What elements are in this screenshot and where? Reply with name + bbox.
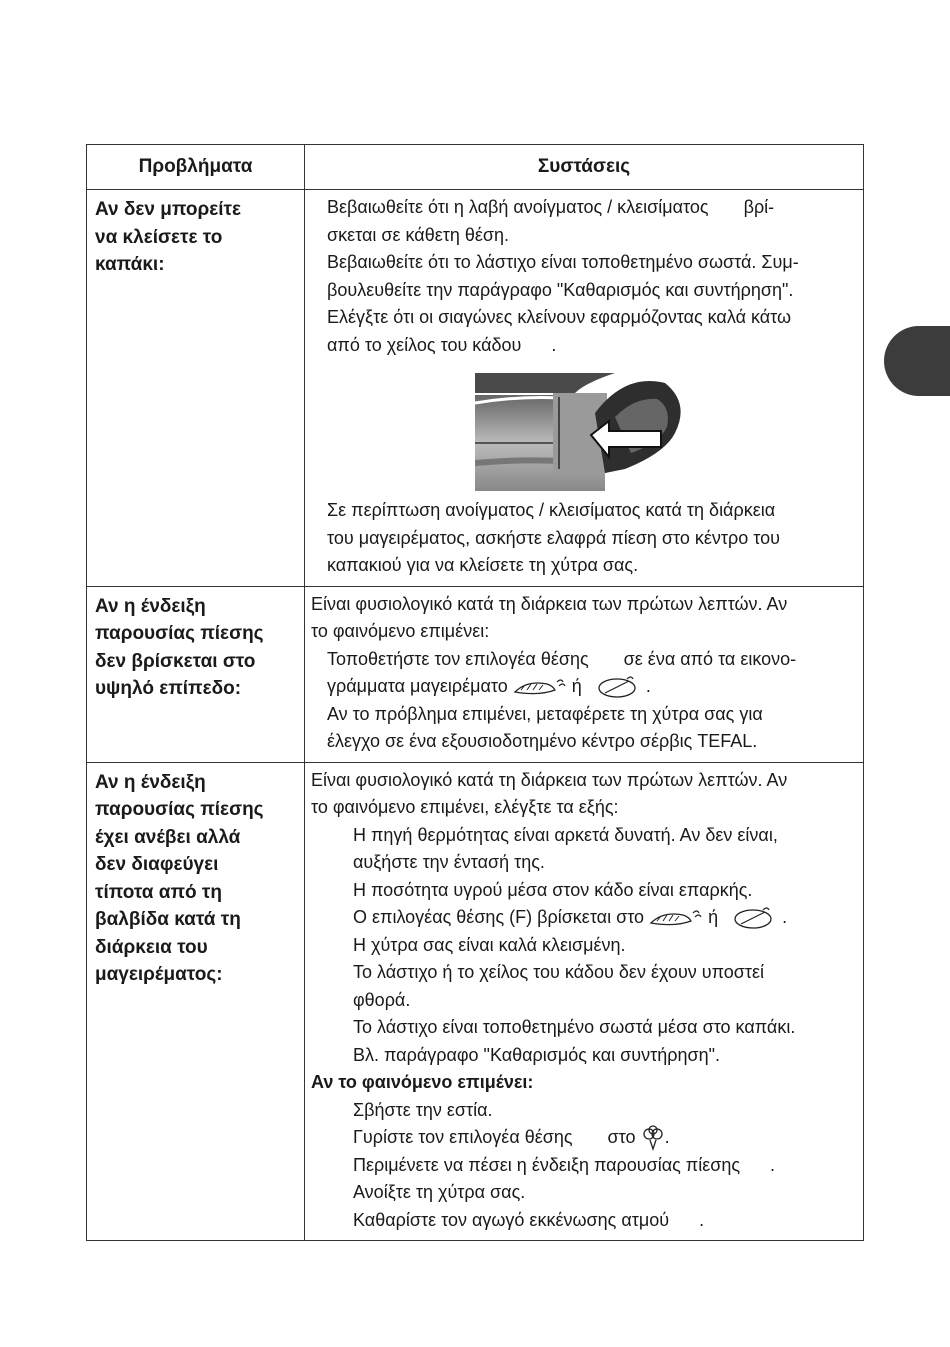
steam-release-icon: [641, 1125, 665, 1151]
text-fragment: ή: [571, 676, 582, 696]
vegetables-cooking-icon: [649, 907, 703, 929]
lid-jaws-closing-illustration: [475, 373, 691, 491]
problem-cell: Αν η ένδειξη παρουσίας πίεσης δεν βρίσκεται στο υψηλό επίπεδο:: [87, 586, 305, 762]
text-line: βουλευθείτε την παράγραφο "Καθαρισμός και συντήρηση".: [327, 279, 794, 300]
text-line: [311, 904, 855, 932]
text-line: Το λάστιχο είναι τοποθετημένο σωστά μέσα στο καπάκι.: [353, 1017, 796, 1037]
text-line: φθορά.: [353, 989, 411, 1010]
text-line: του μαγειρέματος, ασκήστε ελαφρά πίεση στο κέντρο του: [327, 527, 780, 548]
text-fragment: Γυρίστε τον επιλογέα θέσης στο: [353, 1127, 636, 1147]
header-recommendations: Συστάσεις: [305, 145, 864, 190]
text-line: Είναι φυσιολογικό κατά τη διάρκεια των πρώτων λεπτών. Αν: [311, 593, 788, 614]
table-row: [87, 762, 864, 1241]
text-line: Βεβαιωθείτε ότι το λάστιχο είναι τοποθετημένο σωστά. Συμ-: [327, 252, 799, 272]
text-fragment: .: [782, 907, 788, 927]
problem-cell: Αν δεν μπορείτε να κλείσετε το καπάκι:: [87, 190, 305, 587]
text-line: σκεται σε κάθετη θέση.: [327, 224, 510, 245]
text-line: από το χείλος του κάδου .: [327, 334, 557, 355]
text-line: Περιμένετε να πέσει η ένδειξη παρουσίας πίεσης .: [353, 1154, 776, 1175]
text-fragment: .: [664, 1127, 670, 1147]
recommendation-cell: [305, 190, 864, 587]
meat-cooking-icon: [733, 906, 777, 930]
recommendation-cell: [305, 762, 864, 1241]
text-line: καπακιού για να κλείσετε τη χύτρα σας.: [327, 555, 639, 575]
table-row: [87, 190, 864, 587]
text-line: Η ποσότητα υγρού μέσα στον κάδο είναι επαρκής.: [353, 879, 753, 900]
text-line: Σβήστε την εστία.: [353, 1099, 493, 1120]
text-line: Η πηγή θερμότητας είναι αρκετά δυνατή. Αν δεν είναι,: [353, 824, 778, 845]
text-line: [311, 673, 855, 701]
troubleshooting-table: [86, 144, 864, 1241]
text-line: Είναι φυσιολογικό κατά τη διάρκεια των πρώτων λεπτών. Αν: [311, 769, 788, 790]
text-fragment: Ο επιλογέας θέσης (F) βρίσκεται στο: [353, 907, 645, 927]
text-fragment: γράμματα μαγειρέματο: [327, 676, 508, 696]
table-header-row: [87, 145, 864, 190]
text-line: Τοποθετήστε τον επιλογέα θέσης σε ένα από τα εικονο-: [327, 648, 797, 669]
header-problems: Προβλήματα: [87, 145, 305, 190]
persist-heading: Αν το φαινόμενο επιμένει:: [311, 1072, 534, 1092]
text-line: έλεγχο σε ένα εξουσιοδοτημένο κέντρο σέρβις TEFAL.: [327, 731, 758, 751]
meat-cooking-icon: [597, 675, 641, 699]
text-line: Η χύτρα σας είναι καλά κλεισμένη.: [353, 934, 626, 955]
text-line: Βεβαιωθείτε ότι η λαβή ανοίγματος / κλεισίματος βρί-: [327, 197, 775, 217]
text-line: Καθαρίστε τον αγωγό εκκένωσης ατμού .: [353, 1209, 705, 1230]
text-line: το φαινόμενο επιμένει:: [311, 621, 490, 641]
chapter-tab: [884, 326, 950, 396]
recommendation-cell: [305, 586, 864, 762]
problem-cell: Αν η ένδειξη παρουσίας πίεσης έχει ανέβει αλλά δεν διαφεύγει τίποτα από τη βαλβίδα κατά τη διάρκεια του μαγειρέματος:: [87, 762, 305, 1241]
text-line: αυξήστε την έντασή της.: [353, 852, 545, 872]
text-line: Το λάστιχο ή το χείλος του κάδου δεν έχουν υποστεί: [353, 962, 765, 982]
text-line: Ανοίξτε τη χύτρα σας.: [353, 1182, 526, 1202]
text-line: Σε περίπτωση ανοίγματος / κλεισίματος κατά τη διάρκεια: [327, 500, 776, 520]
text-fragment: .: [645, 676, 651, 696]
text-line: Βλ. παράγραφο "Καθαρισμός και συντήρηση".: [353, 1044, 720, 1065]
table-row: [87, 586, 864, 762]
text-line: Ελέγξτε ότι οι σιαγώνες κλείνουν εφαρμόζοντας καλά κάτω: [327, 307, 792, 327]
text-line: το φαινόμενο επιμένει, ελέγξτε τα εξής:: [311, 797, 619, 817]
vegetables-cooking-icon: [513, 676, 567, 698]
text-fragment: ή: [708, 907, 719, 927]
text-line: [311, 1124, 855, 1152]
text-line: Αν το πρόβλημα επιμένει, μεταφέρετε τη χύτρα σας για: [327, 703, 763, 724]
